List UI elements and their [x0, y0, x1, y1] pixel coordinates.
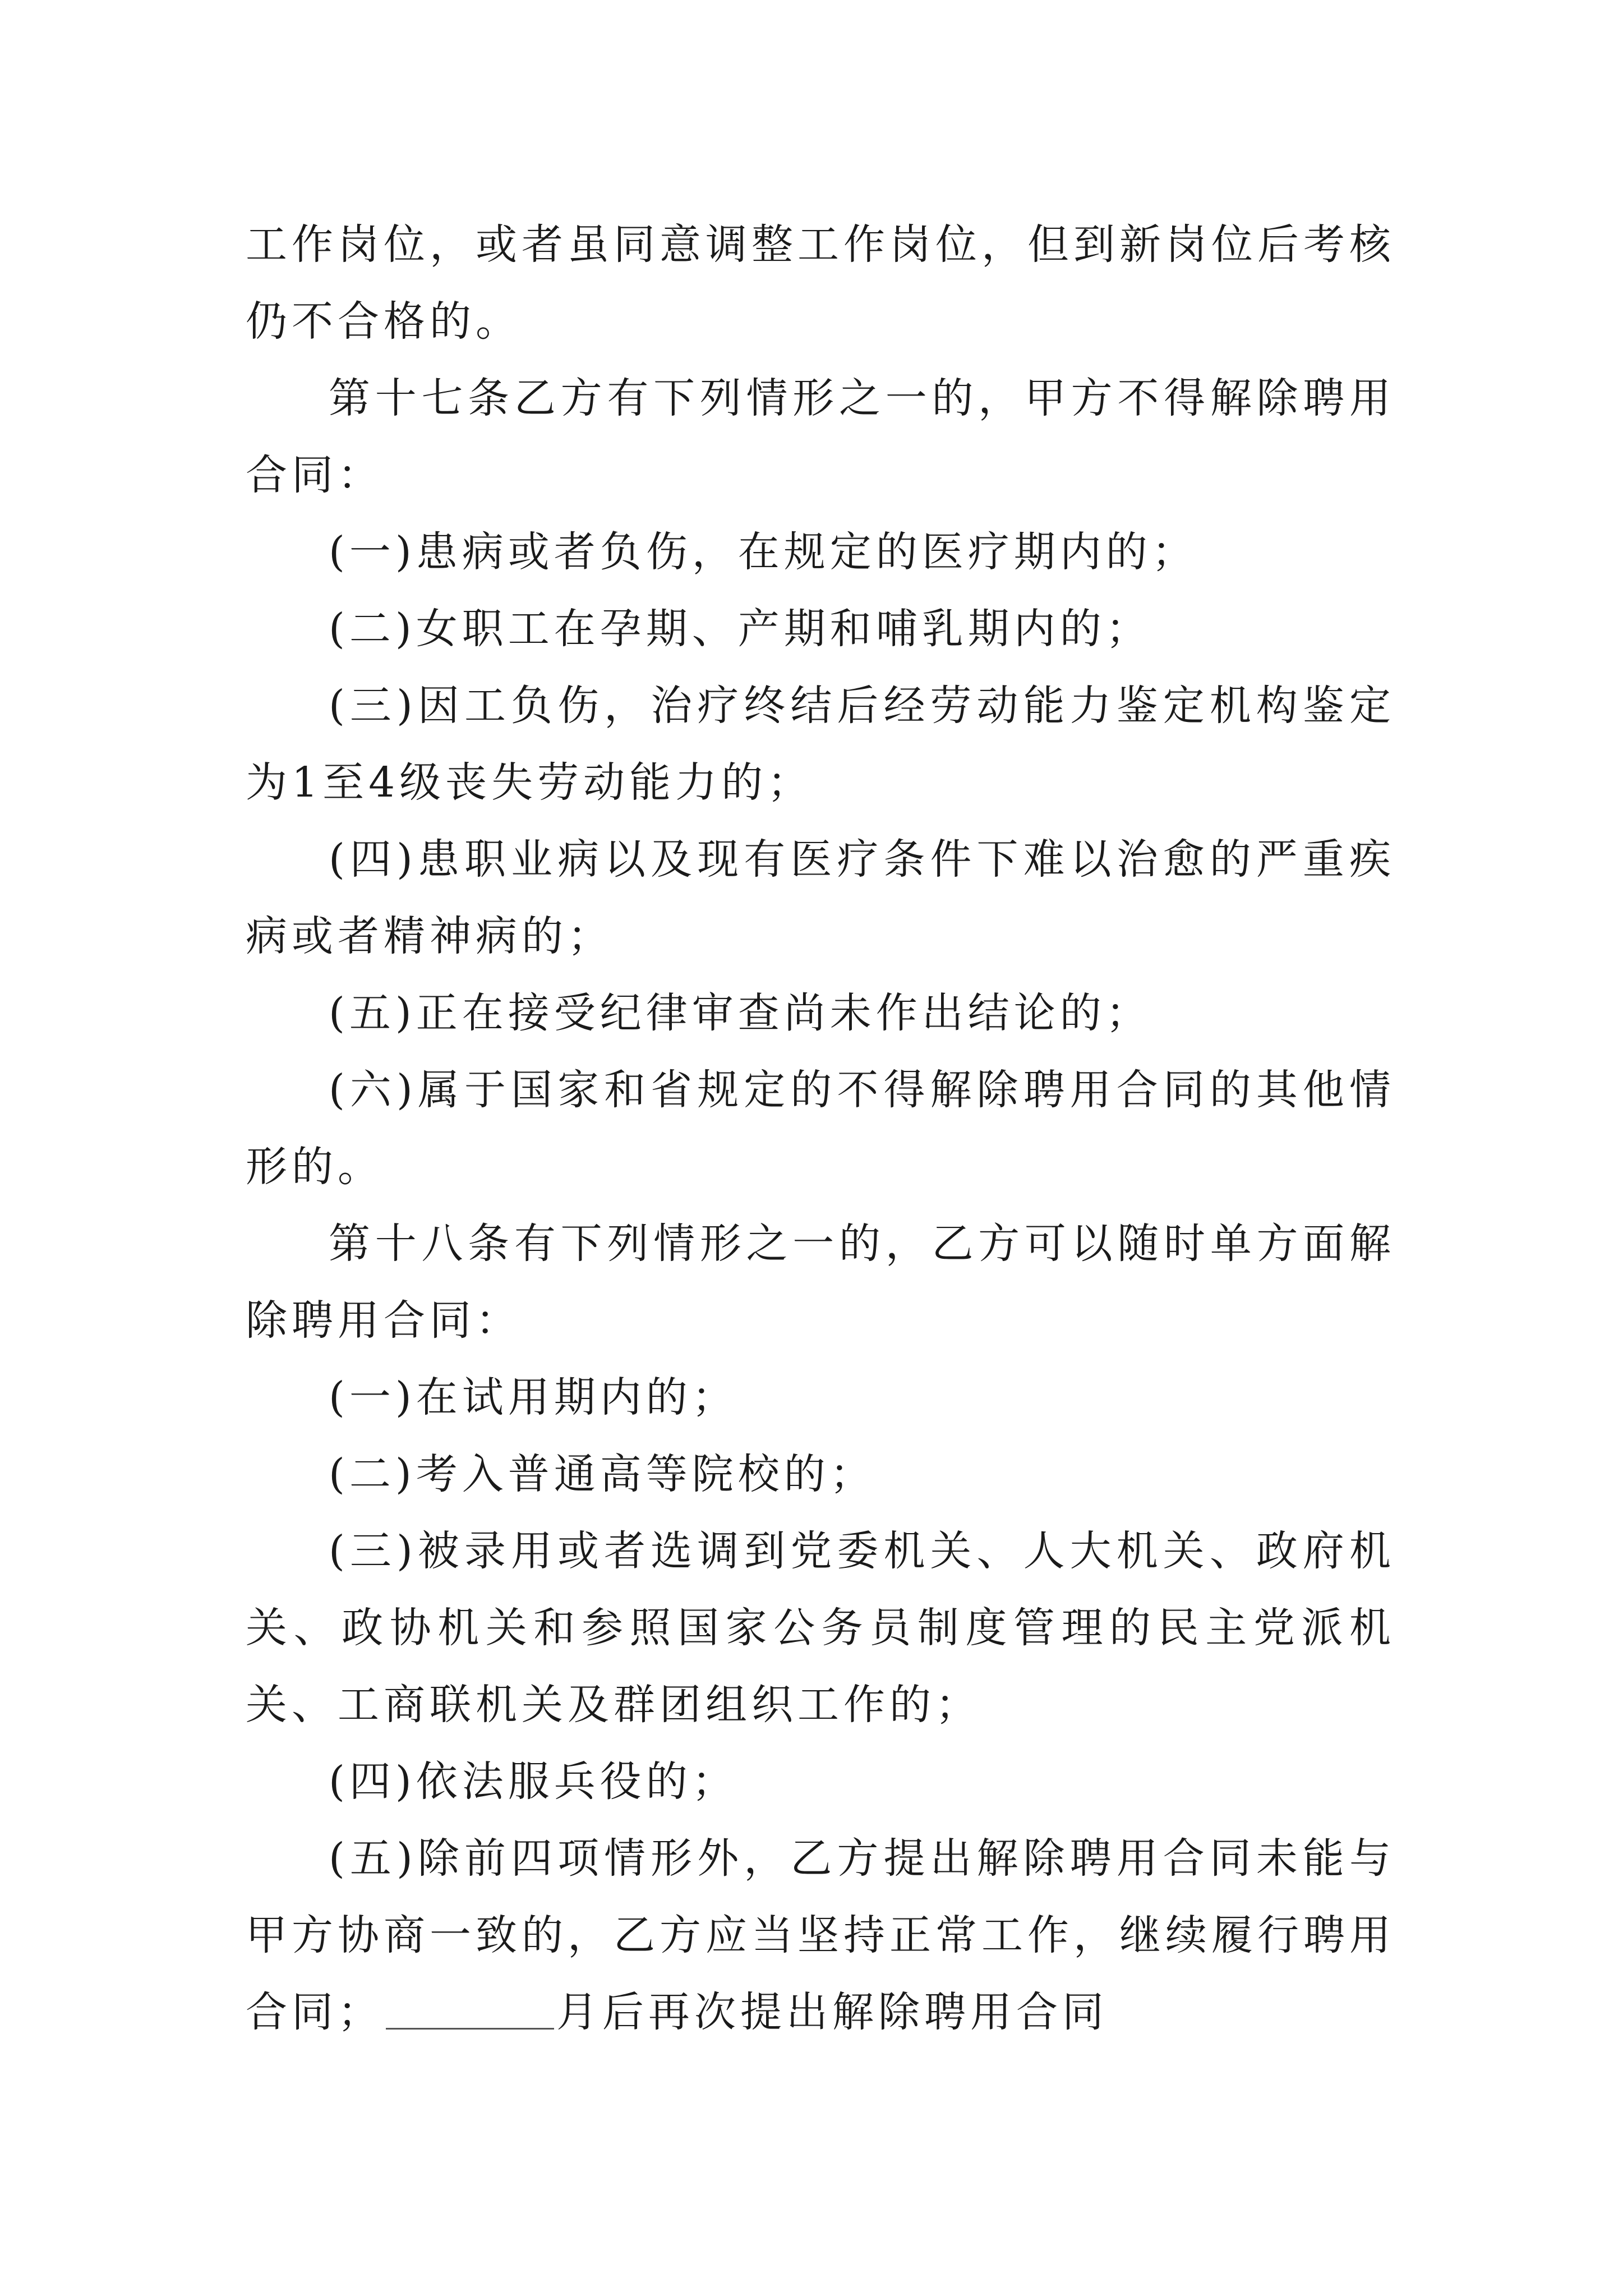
- list-item: (一)患病或者负伤，在规定的医疗期内的；: [329, 528, 1198, 576]
- list-item: (六)属于国家和省规定的不得解除聘用合同的其他情形的。: [246, 1066, 1395, 1191]
- list-item: (四)依法服兵役的；: [329, 1757, 738, 1806]
- list-item: (四)患职业病以及现有医疗条件下难以治愈的严重疾病或者精神病的；: [246, 835, 1395, 960]
- list-item: (一)在试用期内的；: [329, 1373, 738, 1421]
- paragraph-1: 工作岗位，或者虽同意调整工作岗位，但到新岗位后考核仍不合格的。: [246, 220, 1395, 346]
- document-body: [246, 206, 1395, 2051]
- list-item: (五)正在接受纪律审查尚未作出结论的；: [329, 989, 1152, 1037]
- list-item-with-blank: [246, 1820, 1395, 2051]
- list-item-text: (五)除前四项情形外，乙方提出解除聘用合同未能与甲方协商一致的，乙方应当坚持正常工作，继续履行聘用合同；: [246, 1834, 1395, 2036]
- paragraph-article-18: 第十八条有下列情形之一的，乙方可以随时单方面解除聘用合同：: [246, 1220, 1395, 1345]
- list-item: (三)因工负伤，治疗终结后经劳动能力鉴定机构鉴定为1至4级丧失劳动能力的；: [246, 682, 1395, 807]
- list-item: (二)考入普通高等院校的；: [329, 1450, 876, 1498]
- paragraph-article-17: 第十七条乙方有下列情形之一的，甲方不得解除聘用合同：: [246, 374, 1395, 499]
- list-item-text-continued: 月后再次提出解除聘用合同: [556, 1988, 1108, 2036]
- list-item: (三)被录用或者选调到党委机关、人大机关、政府机关、政协机关和参照国家公务员制度管理的民主党派机关、工商联机关及群团组织工作的；: [246, 1527, 1395, 1729]
- list-item: (二)女职工在孕期、产期和哺乳期内的；: [329, 605, 1152, 653]
- fill-in-blank[interactable]: [386, 1986, 554, 2030]
